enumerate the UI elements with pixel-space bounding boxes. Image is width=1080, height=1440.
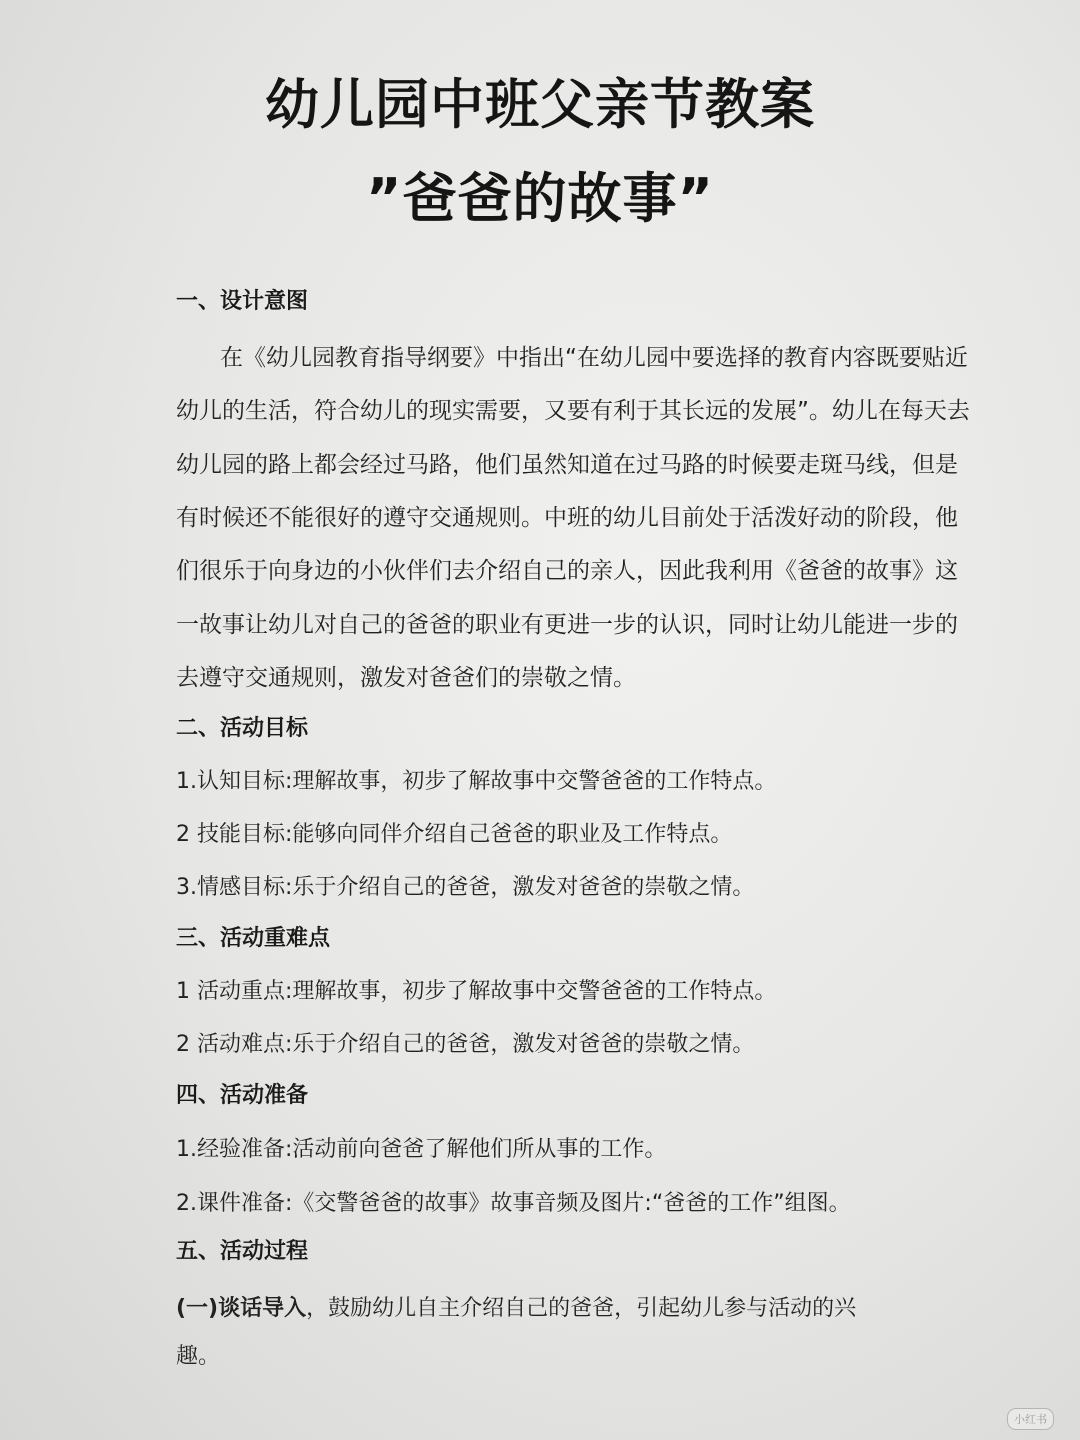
process-step-title: (一)谈话导入 xyxy=(176,1296,307,1321)
paragraph-line: 去遵守交通规则，激发对爸爸们的崇敬之情。 xyxy=(176,665,636,691)
paragraph-line: 在《幼儿园教育指导纲要》中指出“在幼儿园中要选择的教育内容既要贴近 xyxy=(220,345,968,371)
section-heading-process: 五、活动过程 xyxy=(176,1239,309,1264)
key-point-item: 1 活动重点:理解故事，初步了解故事中交警爸爸的工作特点。 xyxy=(176,979,777,1004)
paragraph-line: 幼儿园的路上都会经过马路，他们虽然知道在过马路的时候要走斑马线，但是 xyxy=(176,452,958,478)
paragraph-line: 们很乐于向身边的小伙伴们去介绍自己的亲人，因此我利用《爸爸的故事》这 xyxy=(176,558,958,584)
process-step xyxy=(176,1291,856,1322)
document-title: 幼儿园中班父亲节教案 xyxy=(265,73,815,136)
preparation-item: 1.经验准备:活动前向爸爸了解他们所从事的工作。 xyxy=(176,1137,667,1162)
goal-item: 2 技能目标:能够向同伴介绍自己爸爸的职业及工作特点。 xyxy=(176,822,733,847)
document-subtitle: ”爸爸的故事” xyxy=(366,167,714,230)
paragraph-line: 一故事让幼儿对自己的爸爸的职业有更进一步的认识，同时让幼儿能进一步的 xyxy=(176,612,958,638)
goal-item: 1.认知目标:理解故事，初步了解故事中交警爸爸的工作特点。 xyxy=(176,769,777,794)
process-step-text: ，鼓励幼儿自主介绍自己的爸爸，引起幼儿参与活动的兴 xyxy=(306,1296,857,1321)
key-point-item: 2 活动难点:乐于介绍自己的爸爸，激发对爸爸的崇敬之情。 xyxy=(176,1032,755,1057)
section-heading-goals: 二、活动目标 xyxy=(176,716,309,741)
section-heading-preparation: 四、活动准备 xyxy=(176,1083,309,1108)
preparation-item: 2.课件准备:《交警爸爸的故事》故事音频及图片:“爸爸的工作”组图。 xyxy=(176,1191,851,1216)
process-step-continuation: 趣。 xyxy=(176,1344,221,1369)
section-heading-design: 一、设计意图 xyxy=(176,289,309,314)
watermark-logo: 小红书 xyxy=(1007,1408,1054,1430)
section-heading-key-points: 三、活动重难点 xyxy=(176,926,331,951)
paragraph-line: 有时候还不能很好的遵守交通规则。中班的幼儿目前处于活泼好动的阶段，他 xyxy=(176,505,958,531)
paragraph-line: 幼儿的生活，符合幼儿的现实需要，又要有利于其长远的发展”。幼儿在每天去 xyxy=(176,398,970,424)
goal-item: 3.情感目标:乐于介绍自己的爸爸，激发对爸爸的崇敬之情。 xyxy=(176,875,755,900)
